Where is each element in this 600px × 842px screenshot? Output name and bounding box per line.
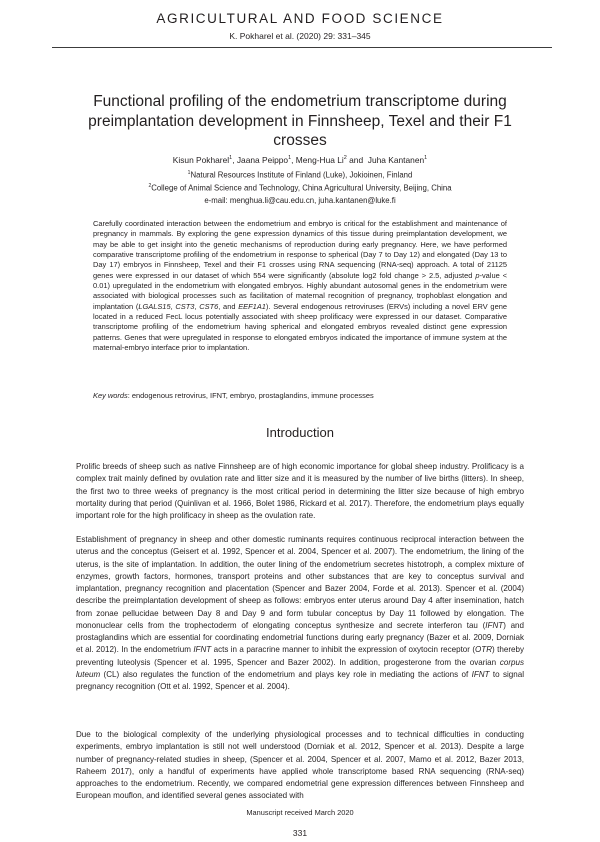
latin-term: corpus luteum bbox=[76, 657, 524, 679]
intro-paragraph-2 bbox=[76, 534, 524, 693]
author-list bbox=[0, 155, 600, 165]
author-name: Kisun Pokharel bbox=[172, 155, 230, 165]
page-number: 331 bbox=[292, 828, 308, 838]
section-heading-introduction: Introduction bbox=[266, 425, 334, 440]
affiliation-mark: 2 bbox=[148, 183, 152, 189]
keywords-text: : endogenous retrovirus, IFNT, embryo, prostaglandins, immune processes bbox=[127, 391, 374, 400]
affiliation-mark: 1 bbox=[187, 170, 191, 176]
gene-name: OTR bbox=[475, 645, 493, 655]
abstract-text: ). Several endogenous retroviruses (ERVs) including a novel ERV gene located in a reduced FecL locus potentially associated with sheep prolificacy were expressed in our dataset. Comparative transcriptome profiling of the endometrium having spherical and elongated embryos revealed distinct gene expression patterns. Genes that were upregulated in response to elongated embryos indicated the importance of immune system at the maternal-embryo interface prior to implantation. bbox=[93, 301, 507, 353]
abstract bbox=[93, 219, 507, 353]
author-separator: and bbox=[346, 155, 366, 165]
paragraph-text: (CL) also regulates the function of the endometrium and plays key role in mediating the actions of bbox=[100, 669, 472, 679]
abstract-separator: , bbox=[194, 301, 200, 311]
gene-name: LGALS15 bbox=[138, 301, 171, 311]
author-affiliation-mark: 1 bbox=[229, 155, 233, 162]
gene-name: IFNT bbox=[485, 620, 504, 630]
gene-name: EEF1A1 bbox=[238, 301, 266, 311]
journal-title: AGRICULTURAL AND FOOD SCIENCE bbox=[156, 11, 444, 26]
abstract-separator: , and bbox=[218, 301, 239, 311]
paragraph-text: Establishment of pregnancy in sheep and other domestic ruminants requires continuous reciprocal interaction between the uterus and the conceptus (Geisert et al. 1992, Spencer et al. 2004, Spencer et al. 2007). The endometrium, the lining of the uterus, is the site of implantation. In addition, the outer lining of the endometrium secretes histotroph, a complex mixture of enzymes, growth factors, hormones, transport proteins and other substances that are key to conceptus survival and implantation, pregnancy recognition and placentation (Spencer and Bazer 2004, Forde et al. 2013). Spencer et al. (2004) describe the preimplantation development of sheep as follows: embryos enter uterus around Day 4 after insemination, hatch from zonae pellucidae between Day 8 and Day 9 and form tubular conceptus by Day 11 followed by elongation. The mononuclear cells from the trophectoderm of elongating conceptus synthesize and secrete interferon tau ( bbox=[76, 535, 524, 630]
paragraph-text: to signal pregnancy recognition (Ott et al. 1992, Spencer et al. 2004). bbox=[76, 669, 524, 691]
keywords-label: Key words bbox=[93, 391, 128, 400]
author-affiliation-mark: 1 bbox=[424, 155, 428, 162]
author-affiliation-mark: 2 bbox=[343, 155, 347, 162]
gene-name: CST3 bbox=[175, 301, 195, 311]
author-name: Jaana Peippo bbox=[236, 155, 289, 165]
author-separator: , bbox=[291, 155, 296, 165]
gene-name: CST6 bbox=[199, 301, 219, 311]
affiliation-text: College of Animal Science and Technology, China Agricultural University, Beijing, China bbox=[151, 183, 452, 193]
intro-paragraph-1: Prolific breeds of sheep such as native Finnsheep are of high economic importance for global sheep industry. Prolificacy is a complex trait mainly defined by ovulation rate and litter size and it is measured by the number of live births (litters). In sheep, the first two to three weeks of pregnancy is the most critical period in determining the litter size because of high embryo mortality during that period (Quinlivan et al. 1966, Bolet 1986, Rickard et al. 2017). Therefore, the endometrium plays equally important role for the high prolificacy in sheep as the ovulation rate. bbox=[76, 462, 524, 520]
gene-name: IFNT bbox=[471, 669, 490, 679]
citation: K. Pokharel et al. (2020) 29: 331–345 bbox=[229, 31, 371, 41]
author-name: Meng-Hua Li bbox=[295, 155, 344, 165]
abstract-separator: , bbox=[170, 301, 176, 311]
article-title: Functional profiling of the endometrium transcriptome during preimplantation development in Finnsheep, Texel and their F1 crosses bbox=[88, 93, 512, 149]
author-email: e-mail: menghua.li@cau.edu.cn, juha.kantanen@luke.fi bbox=[204, 196, 396, 205]
affiliation-text: Natural Resources Institute of Finland (Luke), Jokioinen, Finland bbox=[190, 170, 413, 180]
affiliation bbox=[0, 170, 600, 180]
manuscript-received: Manuscript received March 2020 bbox=[246, 808, 354, 817]
keywords bbox=[93, 391, 507, 400]
affiliation bbox=[0, 183, 600, 193]
author-affiliation-mark: 1 bbox=[288, 155, 292, 162]
abstract-italic: p bbox=[475, 270, 480, 280]
header-divider bbox=[52, 47, 552, 48]
paragraph-text: ) thereby preventing luteolysis (Spencer et al. 1995, Spencer and Bazer 2002). In addition, progesterone from the ovarian bbox=[76, 645, 524, 667]
paragraph-text: acts in a paracrine manner to inhibit the expression of oxytocin receptor ( bbox=[211, 645, 476, 655]
abstract-text: Carefully coordinated interaction between the endometrium and embryo is critical for the establishment and maintenance of pregnancy in mammals. By exploring the gene expression dynamics of this tissue during preimplantation development, we may be able to get insight into the genetic mechanisms of reproduction during early pregnancy. Here, we have performed comparative transcriptome profiling of the endometrium in response to spherical (Day 7 to Day 12) and elongated (Day 13 to Day 17) embryos in Finnsheep, Texel and their F1 crosses using RNA sequencing (RNA-seq) approach. A total of 21125 genes were expressed in our dataset of which 554 were significantly (absolute log2 fold change > 2.5, adjusted bbox=[93, 219, 507, 280]
gene-name: IFNT bbox=[193, 645, 212, 655]
author-separator: , bbox=[232, 155, 237, 165]
abstract-text: -value < 0.01) upregulated in the endometrium with elongated embryos. Highly abundant autosomal genes in the endometrium were associated with biological processes such as facilitation of maternal recognition of pregnancy, trophoblast elongation and implantation ( bbox=[93, 270, 507, 311]
author-name: Juha Kantanen bbox=[367, 155, 425, 165]
intro-paragraph-3: Due to the biological complexity of the underlying physiological processes and to technical difficulties in conducting experiments, embryo implantation is still not well understood (Dorniak et al. 2012, Spencer et al. 2013). Despite a large number of pregnancy-related studies in sheep, (Spencer et al. 2004, Spencer et al. 2007, Mamo et al. 2012, Bazer 2013, Raheem 2017), only a handful of experiments have applied whole transcriptome based RNA sequencing (RNA-seq) approaches to the endometrium. Recently, we compared endometrial gene expression differences between Finnsheep and European mouflon, and identified several genes associated with bbox=[76, 730, 524, 801]
paragraph-text: ) and prostaglandins which are essential for coordinating endometrial functions during early pregnancy (Bazer et al. 2009, Dorniak et al. 2012). In the endometrium bbox=[76, 620, 525, 655]
